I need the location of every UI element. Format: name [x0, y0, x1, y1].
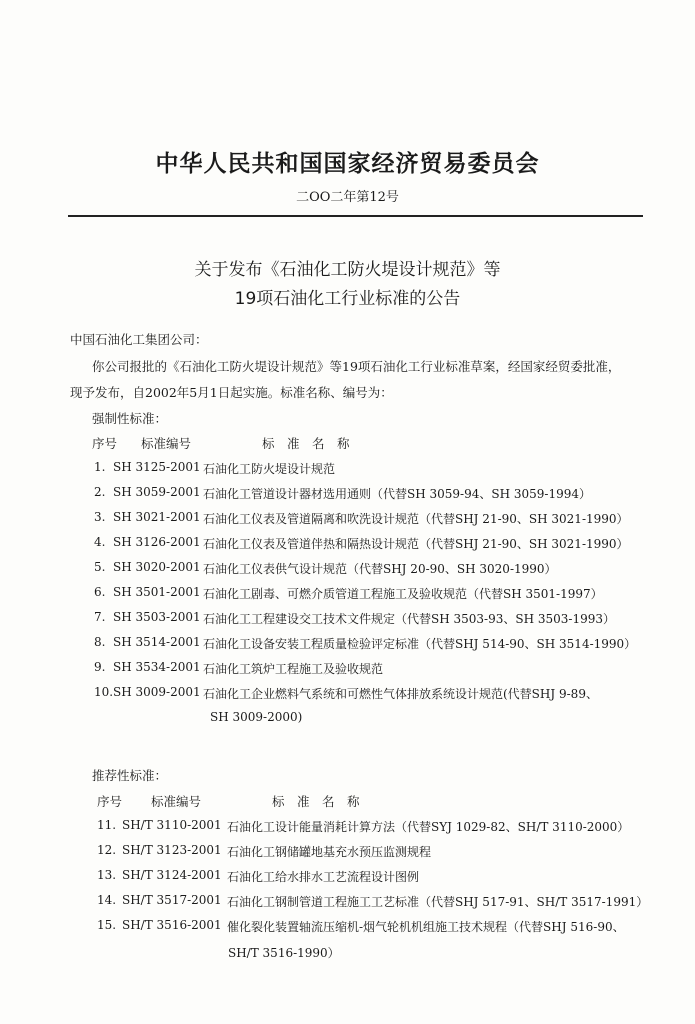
standard-name: 石油化工仪表及管道隔离和吹洗设计规范（代替SHJ 21-90、SH 3021-1990）	[203, 512, 629, 526]
standard-number: 5.	[94, 560, 106, 574]
notice-title-line-2: 19项石油化工行业标准的公告	[234, 289, 461, 309]
standard-code: SH/T 3517-2001	[122, 893, 222, 907]
standard-number: 2.	[94, 485, 106, 499]
header-name: 标 准 名 称	[272, 794, 360, 809]
standard-name: 石油化工剧毒、可燃介质管道工程施工及验收规范（代替SH 3501-1997）	[203, 587, 603, 601]
standard-number: 13.	[97, 868, 117, 882]
standard-name: 石油化工工程建设交工技术文件规定（代替SH 3503-93、SH 3503-1993）	[203, 612, 615, 626]
standard-number: 11.	[97, 818, 117, 832]
standard-number: 15.	[97, 918, 117, 932]
standard-number: 7.	[94, 610, 106, 624]
standard-name: 催化裂化装置轴流压缩机-烟气轮机机组施工技术规程（代替SHJ 516-90、	[227, 920, 625, 934]
header-seq: 序号	[97, 794, 123, 809]
standard-name: 石油化工管道设计器材选用通则（代替SH 3059-94、SH 3059-1994）	[203, 487, 591, 501]
addressee: 中国石油化工集团公司：	[70, 332, 208, 347]
standard-name-continuation: SH/T 3516-1990）	[228, 946, 340, 960]
standard-code: SH 3020-2001	[113, 560, 201, 574]
standard-number: 9.	[94, 660, 106, 674]
standard-number: 12.	[97, 843, 117, 857]
header-divider	[68, 215, 643, 217]
standard-code: SH/T 3516-2001	[122, 918, 222, 932]
header-seq: 序号	[92, 436, 118, 451]
body-paragraph-line-1: 你公司报批的《石油化工防火堤设计规范》等19项石油化工行业标准草案，经国家经贸委批准，	[92, 359, 621, 374]
standard-number: 10.	[94, 685, 114, 699]
standard-code: SH 3534-2001	[113, 660, 201, 674]
standard-code: SH 3021-2001	[113, 510, 201, 524]
standard-name: 石油化工钢储罐地基充水预压监测规程	[227, 845, 432, 859]
standard-number: 1.	[94, 460, 106, 474]
header-code: 标准编号	[151, 794, 202, 809]
standard-number: 14.	[97, 893, 117, 907]
standard-name: 石油化工仪表及管道伴热和隔热设计规范（代替SHJ 21-90、SH 3021-1990）	[203, 537, 629, 551]
standard-number: 3.	[94, 510, 106, 524]
header-code: 标准编号	[141, 436, 192, 451]
standard-code: SH 3059-2001	[113, 485, 201, 499]
header-name: 标 准 名 称	[262, 436, 350, 451]
standard-number: 8.	[94, 635, 106, 649]
issuing-organization-title: 中华人民共和国国家经济贸易委员会	[155, 151, 540, 177]
standard-code: SH 3503-2001	[113, 610, 201, 624]
standard-code: SH/T 3124-2001	[122, 868, 222, 882]
standard-name: 石油化工设计能量消耗计算方法（代替SYJ 1029-82、SH/T 3110-2000）	[227, 820, 630, 834]
mandatory-standards-label: 强制性标准：	[92, 411, 168, 426]
standard-name: 石油化工仪表供气设计规范（代替SHJ 20-90、SH 3020-1990）	[203, 562, 557, 576]
standard-name: 石油化工筑炉工程施工及验收规范	[203, 662, 384, 676]
standard-code: SH/T 3110-2001	[122, 818, 222, 832]
standard-code: SH 3514-2001	[113, 635, 201, 649]
standard-number: 4.	[94, 535, 106, 549]
recommended-standards-label: 推荐性标准：	[92, 768, 168, 783]
body-paragraph-line-2: 现予发布，自2002年5月1日起实施。标准名称、编号为：	[70, 385, 393, 400]
standard-name: 石油化工钢制管道工程施工工艺标准（代替SHJ 517-91、SH/T 3517-1991）	[227, 895, 649, 909]
standard-number: 6.	[94, 585, 106, 599]
standard-code: SH 3501-2001	[113, 585, 201, 599]
document-number: 二OO二年第12号	[296, 190, 399, 205]
standard-name: 石油化工给水排水工艺流程设计图例	[227, 870, 420, 884]
standard-code: SH 3126-2001	[113, 535, 201, 549]
standard-name-continuation: SH 3009-2000)	[210, 710, 303, 724]
standard-name: 石油化工设备安装工程质量检验评定标准（代替SHJ 514-90、SH 3514-1990）	[203, 637, 637, 651]
standard-name: 石油化工企业燃料气系统和可燃性气体排放系统设计规范(代替SHJ 9-89、	[203, 687, 598, 701]
standard-code: SH 3009-2001	[113, 685, 201, 699]
standard-name: 石油化工防火堤设计规范	[203, 462, 336, 476]
standard-code: SH 3125-2001	[113, 460, 201, 474]
notice-title-line-1: 关于发布《石油化工防火堤设计规范》等	[194, 260, 501, 280]
standard-code: SH/T 3123-2001	[122, 843, 222, 857]
